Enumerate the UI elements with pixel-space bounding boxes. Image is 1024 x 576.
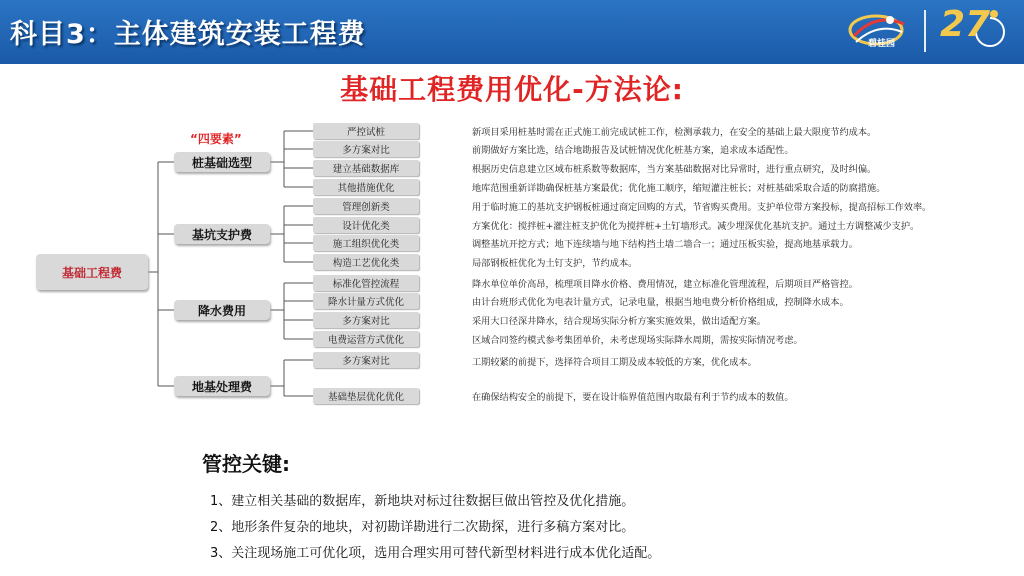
main-title: 基础工程费用优化-方法论: bbox=[340, 73, 684, 106]
subitem-label: 基础垫层优化优化 bbox=[313, 388, 419, 404]
category-pile-foundation: 桩基础选型 bbox=[174, 152, 270, 172]
subitem-label: 多方案对比 bbox=[313, 141, 419, 157]
subitem-description: 根据历史信息建立区域布桩系数等数据库，当方案基础数据对比异常时，进行重点研究，及时纠偏。 bbox=[472, 164, 877, 175]
subitem-label: 降水计量方式优化 bbox=[313, 293, 419, 309]
company-logo-text: 碧桂园 bbox=[868, 39, 896, 49]
subitem-description: 新项目采用桩基时需在正式施工前完成试桩工作，检测承载力，在安全的基础上最大限度节约成本。 bbox=[472, 127, 877, 138]
subitem-description: 调整基坑开挖方式；地下连续墙与地下结构挡土墙二墙合一；通过压板实验，提高地基承载力。 bbox=[472, 239, 858, 250]
subitem-description: 采用大口径深井降水，结合现场实际分析方案实施效果，做出适配方案。 bbox=[472, 316, 766, 327]
subitem-description: 用于临时施工的基坑支护钢板桩通过商定回购的方式，节省购买费用。支护单位带方案投标，提高招标工作效率。 bbox=[472, 202, 932, 213]
subitem-label: 多方案对比 bbox=[313, 312, 419, 328]
subitem-label: 电费运营方式优化 bbox=[313, 331, 419, 347]
key-point-item: 2、地形条件复杂的地块，对初勘详勘进行二次勘探，进行多稿方案对比。 bbox=[210, 520, 635, 535]
subitem-description: 地库范围重新详勘确保桩基方案最优；优化施工顺序，缩短灌注桩长；对桩基础采取合适的防腐措施。 bbox=[472, 183, 886, 194]
key-point-item: 3、关注现场施工可优化项，选用合理实用可替代新型材料进行成本优化适配。 bbox=[210, 546, 661, 561]
subitem-label: 构造工艺优化类 bbox=[313, 254, 419, 270]
subitem-description: 由计台班形式优化为电表计量方式，记录电量，根据当地电费分析价格组成，控制降水成本。 bbox=[472, 297, 849, 308]
key-points-title: 管控关键: bbox=[202, 452, 290, 476]
subitem-label: 严控试桩 bbox=[313, 123, 419, 139]
root-node-foundation-cost: 基础工程费 bbox=[36, 254, 148, 290]
subitem-label: 施工组织优化类 bbox=[313, 235, 419, 251]
four-elements-label: “四要素” bbox=[190, 132, 242, 146]
category-pit-support: 基坑支护费 bbox=[174, 224, 270, 244]
subitem-label: 其他措施优化 bbox=[313, 179, 419, 195]
subitem-description: 降水单位单价高昂，梳理项目降水价格、费用情况，建立标准化管理流程，后期项目严格管控。 bbox=[472, 279, 858, 290]
subitem-description: 在确保结构安全的前提下，要在设计临界值范围内取最有利于节约成本的数值。 bbox=[472, 392, 794, 403]
subitem-description: 方案优化：搅拌桩+灌注桩支护优化为搅拌桩+土钉墙形式。减少埋深优化基坑支护。通过土方调整减少支护。 bbox=[472, 221, 920, 232]
category-ground-treatment: 地基处理费 bbox=[174, 376, 270, 396]
anniversary-number: 27 bbox=[940, 4, 991, 45]
subitem-label: 标准化管控流程 bbox=[313, 275, 419, 291]
subitem-description: 工期较紧的前提下，选择符合项目工期及成本较低的方案，优化成本。 bbox=[472, 357, 757, 368]
subitem-label: 管理创新类 bbox=[313, 198, 419, 214]
subitem-label: 多方案对比 bbox=[313, 352, 419, 368]
category-dewatering: 降水费用 bbox=[174, 300, 270, 320]
slide-section-title: 科目3：主体建筑安装工程费 bbox=[10, 19, 366, 50]
key-point-item: 1、建立相关基础的数据库，新地块对标过往数据巨做出管控及优化措施。 bbox=[210, 494, 635, 509]
subitem-label: 建立基础数据库 bbox=[313, 160, 419, 176]
subitem-description: 前期做好方案比选，结合地勘报告及试桩情况优化桩基方案，追求成本适配性。 bbox=[472, 145, 794, 156]
subitem-description: 局部钢板桩优化为土钉支护，节约成本。 bbox=[472, 258, 638, 269]
subitem-label: 设计优化类 bbox=[313, 217, 419, 233]
subitem-description: 区域合同签约模式参考集团单价，未考虑现场实际降水周期，需按实际情况考虑。 bbox=[472, 335, 803, 346]
